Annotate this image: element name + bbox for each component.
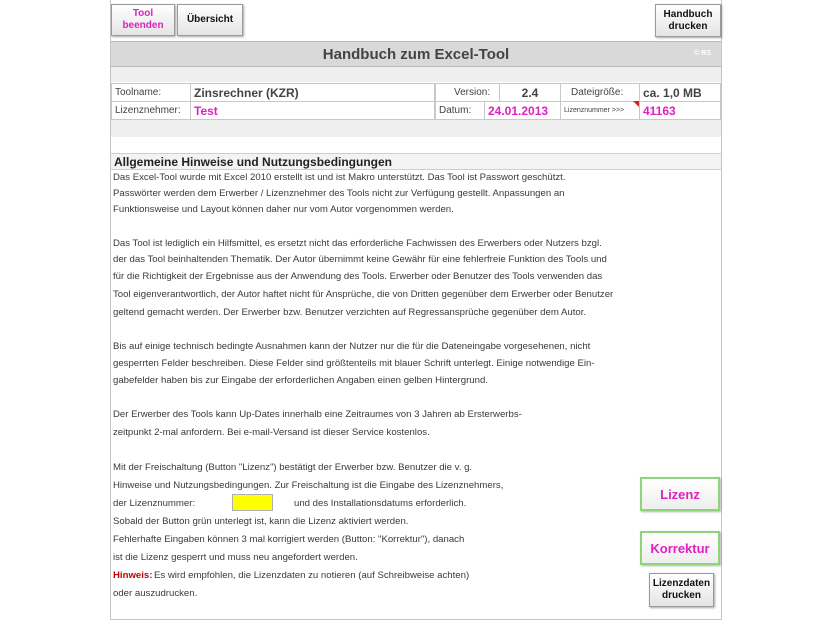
lizenzdaten-drucken-button[interactable]: Lizenzdaten drucken xyxy=(649,573,714,607)
tool-beenden-button[interactable]: Tool beenden xyxy=(111,4,175,36)
text-line: Mit der Freischaltung (Button "Lizenz") bestätigt der Erwerber bzw. Benutzer die v. g. xyxy=(113,462,473,473)
lizenznehmer-label: Lizenznehmer: xyxy=(111,101,191,120)
text-line: Passwörter werden dem Erwerber / Lizenznehmer des Tools nicht zur Verfügung gestellt. Anpassungen an xyxy=(113,188,565,199)
handbuch-drucken-button[interactable]: Handbuch drucken xyxy=(655,4,721,37)
copyright-label: © RS xyxy=(694,50,711,57)
korrektur-button[interactable]: Korrektur xyxy=(640,531,720,565)
text-line: Fehlerhafte Eingaben können 3 mal korrigiert werden (Button: "Korrektur"), danach xyxy=(113,534,465,545)
text-line: Das Excel-Tool wurde mit Excel 2010 erstellt ist und ist Makro unterstützt. Das Tool ist Passwort geschützt. xyxy=(113,172,566,183)
text-line: Tool eigenverantwortlich, der Autor haftet nicht für Ansprüche, die von Dritten gegenüber dem Erwerber oder Benutzer xyxy=(113,289,614,300)
toolname-value: Zinsrechner (KZR) xyxy=(190,83,435,102)
uebersicht-button[interactable]: Übersicht xyxy=(177,4,243,36)
text-line: gesperrten Felder beschreiben. Diese Felder sind größtenteils mit blauer Schrift unterlegt. Einige notwendige Ein- xyxy=(113,358,595,369)
text-line: oder auszudrucken. xyxy=(113,588,198,599)
text-line: Hinweise und Nutzungsbedingungen. Zur Freischaltung ist die Eingabe des Lizenznehmers, xyxy=(113,480,504,491)
text-line: Es wird empfohlen, die Lizenzdaten zu notieren (auf Schreibweise achten) xyxy=(154,570,470,581)
spacer-strip-middle xyxy=(111,120,721,137)
spacer-strip-top xyxy=(111,67,721,82)
version-value: 2.4 xyxy=(499,83,561,102)
text-line: Sobald der Button grün unterlegt ist, kann die Lizenz aktiviert werden. xyxy=(113,516,409,527)
dateigroesse-label: Dateigröße: xyxy=(560,83,640,102)
lizenznummer-value[interactable]: 41163 xyxy=(639,101,721,120)
lizenz-button[interactable]: Lizenz xyxy=(640,477,720,511)
text-line: geltend gemacht werden. Der Erwerber bzw. Benutzer verzichten auf Regressansprüche gegenüber dem Autor. xyxy=(113,307,587,318)
dateigroesse-value: ca. 1,0 MB xyxy=(639,83,721,102)
toolname-label: Toolname: xyxy=(111,83,191,102)
hint-label: Hinweis: xyxy=(113,570,153,581)
text-line: der das Tool beinhaltenden Thematik. Der Autor übernimmt keine Gewähr für eine fehlerfreie Funktion des Tools und xyxy=(113,254,607,265)
text-line: Der Erwerber des Tools kann Up-Dates innerhalb eine Zeitraumes von 3 Jahren ab Ersterwerbs- xyxy=(113,409,522,420)
text-line: zeitpunkt 2-mal anfordern. Bei e-mail-Versand ist dieser Service kostenlos. xyxy=(113,427,430,438)
datum-label: Datum: xyxy=(435,101,485,120)
lizenznummer-yellow-field[interactable] xyxy=(232,494,273,511)
version-label: Version: xyxy=(435,83,500,102)
page-title: Handbuch zum Excel-Tool xyxy=(322,45,510,63)
text-line: gabefelder haben bis zur Eingabe der erforderlichen Angaben einen gelben Hintergrund. xyxy=(113,375,488,386)
text-line: Bis auf einige technisch bedingte Ausnahmen kann der Nutzer nur die für die Dateneingabe vorgesehenen, nicht xyxy=(113,341,591,352)
lizenznummer-label: Lizenznummer >>> xyxy=(560,101,640,120)
text-line: Funktionsweise und Layout können daher nur vom Autor vorgenommen werden. xyxy=(113,204,454,215)
datum-value[interactable]: 24.01.2013 xyxy=(484,101,561,120)
text-line: für die Richtigkeit der Ergebnisse aus der Anwendung des Tools. Erwerber oder Benutzer des Tools verwenden das xyxy=(113,271,603,282)
text-line: ist die Lizenz gesperrt und muss neu angefordert werden. xyxy=(113,552,358,563)
text-line: Das Tool ist lediglich ein Hilfsmittel, es ersetzt nicht das erforderliche Fachwissen des Erwerbers oder Nutzers bzgl. xyxy=(113,238,602,249)
sheet-bottom-border xyxy=(110,619,722,620)
text-line: der Lizenznummer: xyxy=(113,498,196,509)
section-heading: Allgemeine Hinweise und Nutzungsbedingungen xyxy=(111,153,721,170)
lizenznehmer-value[interactable]: Test xyxy=(190,101,435,120)
page-title-bar xyxy=(111,41,721,67)
text-line: und des Installationsdatums erforderlich. xyxy=(294,498,467,509)
